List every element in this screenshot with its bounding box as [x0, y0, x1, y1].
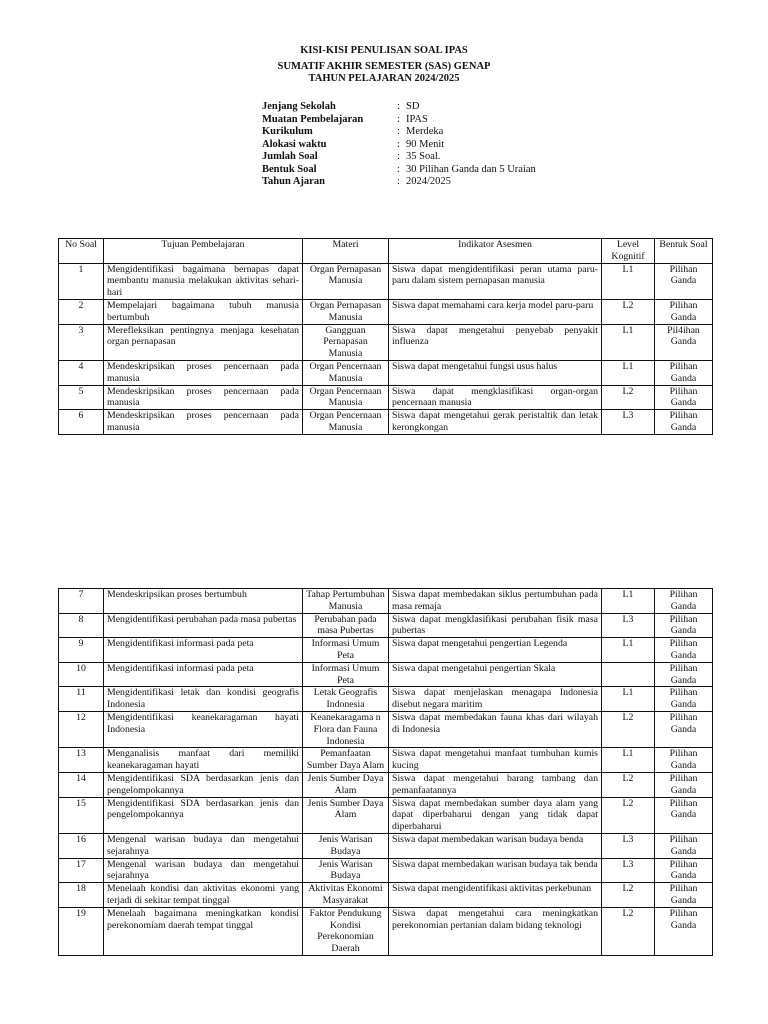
cell-bentuk: Pilihan Ganda [655, 589, 713, 614]
info-row [262, 139, 536, 152]
table-row [59, 299, 713, 324]
cell-indikator: Siswa dapat mengidentifikasi peran utama paru-paru dalam sistem pernapasan manusia [389, 263, 602, 299]
info-value: IPAS [406, 113, 428, 125]
table-row [59, 907, 713, 955]
doc-title-line3: TAHUN PELAJARAN 2024/2025 [308, 73, 460, 84]
cell-materi: Organ Pernapasan Manusia [303, 263, 389, 299]
table-row [59, 324, 713, 360]
info-label: Jenjang Sekolah [262, 101, 336, 112]
cell-level: L1 [602, 687, 655, 712]
cell-no: 6 [59, 410, 104, 435]
cell-bentuk: Pilihan Ganda [655, 907, 713, 955]
cell-indikator: Siswa dapat menjelaskan menagapa Indonesia disebut negara maritim [389, 687, 602, 712]
cell-tujuan: Mengenal warisan budaya dan mengetahui sejarahnya [104, 858, 303, 883]
cell-bentuk: Pil4ihan Ganda [655, 324, 713, 360]
cell-materi: Perubahan pada masa Pubertas [303, 613, 389, 638]
cell-level: L2 [602, 907, 655, 955]
cell-indikator: Siswa dapat membedakan siklus pertumbuhan pada masa remaja [389, 589, 602, 614]
cell-tujuan: Mengidentifikasi informasi pada peta [104, 662, 303, 687]
cell-level: L1 [602, 748, 655, 773]
cell-level [602, 662, 655, 687]
info-colon: : [397, 151, 400, 162]
cell-tujuan: Mempelajari bagaimana tubuh manusia bertumbuh [104, 299, 303, 324]
cell-no: 11 [59, 687, 104, 712]
cell-materi: Organ Pencernaan Manusia [303, 385, 389, 410]
table-row [59, 263, 713, 299]
table-header-row [59, 239, 713, 264]
info-label: Muatan Pembelajaran [262, 113, 364, 125]
cell-tujuan: Mendeskripsikan proses pencernaan pada manusia [104, 385, 303, 410]
info-label: Alokasi waktu [262, 138, 327, 150]
table-row [59, 748, 713, 773]
cell-level: L2 [602, 711, 655, 747]
cell-level: L1 [602, 638, 655, 663]
info-colon: : [397, 163, 400, 175]
cell-tujuan: Mengidentifikasi keanekaragaman hayati Indonesia [104, 711, 303, 747]
cell-tujuan: Menelaah bagaimana meningkatkan kondisi perekonomiam daerah tempat tinggal [104, 907, 303, 955]
info-label: Jumlah Soal [262, 151, 318, 162]
cell-level: L1 [602, 589, 655, 614]
col-header-indikator: Indikator Asesmen [389, 239, 602, 264]
cell-tujuan: Mengidentifikasi perubahan pada masa pubertas [104, 613, 303, 638]
cell-tujuan: Menelaah kondisi dan aktivitas ekonomi yang terjadi di sekitar tempat tinggal [104, 883, 303, 908]
cell-bentuk: Pilihan Ganda [655, 772, 713, 797]
table-row [59, 687, 713, 712]
cell-tujuan: Mengidentifikasi letak dan kondisi geografis Indonesia [104, 687, 303, 712]
cell-no: 14 [59, 772, 104, 797]
cell-indikator: Siswa dapat mengetahui penyebab penyakit influenza [389, 324, 602, 360]
kisi-kisi-table-page2 [58, 588, 713, 956]
info-label: Kurikulum [262, 126, 313, 137]
table-row [59, 662, 713, 687]
cell-materi: Jenis Sumber Daya Alam [303, 772, 389, 797]
cell-no: 4 [59, 360, 104, 385]
cell-level: L2 [602, 772, 655, 797]
info-row [262, 126, 536, 139]
cell-bentuk: Pilihan Ganda [655, 638, 713, 663]
kisi-kisi-table-page1 [58, 238, 713, 435]
info-colon: : [397, 176, 400, 187]
cell-indikator: Siswa dapat mengetahui gerak peristaltik dan letak kerongkongan [389, 410, 602, 435]
info-row [262, 164, 536, 177]
cell-materi: Jenis Warisan Budaya [303, 858, 389, 883]
cell-indikator: Siswa dapat mengklasifikasi perubahan fisik masa pubertas [389, 613, 602, 638]
info-value: 35 Soal. [406, 151, 441, 162]
info-value: SD [406, 101, 420, 112]
cell-no: 8 [59, 613, 104, 638]
cell-bentuk: Pilihan Ganda [655, 833, 713, 858]
col-header-bentuk: Bentuk Soal [655, 239, 713, 264]
table-row [59, 772, 713, 797]
cell-level: L2 [602, 299, 655, 324]
cell-indikator: Siswa dapat mengetahui pengertian Legenda [389, 638, 602, 663]
cell-level: L2 [602, 797, 655, 833]
cell-bentuk: Pilihan Ganda [655, 385, 713, 410]
cell-no: 18 [59, 883, 104, 908]
cell-level: L2 [602, 385, 655, 410]
cell-tujuan: Mengidentifikasi bagaimana bernapas dapat membantu manusia melakukan aktivitas sehari-hari [104, 263, 303, 299]
table-row [59, 589, 713, 614]
cell-bentuk: Pilihan Ganda [655, 883, 713, 908]
cell-no: 3 [59, 324, 104, 360]
col-header-tujuan: Tujuan Pembelajaran [104, 239, 303, 264]
info-colon: : [397, 101, 400, 112]
info-row [262, 101, 536, 114]
cell-indikator: Siswa dapat mengetahui barang tambang dan pemanfaatannya [389, 772, 602, 797]
cell-bentuk: Pilihan Ganda [655, 858, 713, 883]
table-row [59, 833, 713, 858]
table-row [59, 711, 713, 747]
cell-no: 13 [59, 748, 104, 773]
cell-level: L3 [602, 613, 655, 638]
cell-bentuk: Pilihan Ganda [655, 797, 713, 833]
cell-indikator: Siswa dapat mengklasifikasi organ-organ pencernaan manusia [389, 385, 602, 410]
cell-indikator: Siswa dapat membedakan sumber daya alam yang dapat diperbaharui dengan yang tidak dapat diperbaharui [389, 797, 602, 833]
cell-no: 15 [59, 797, 104, 833]
cell-bentuk: Pilihan Ganda [655, 748, 713, 773]
cell-tujuan: Merefleksikan pentingnya menjaga kesehatan organ pernapasan [104, 324, 303, 360]
info-colon: : [397, 113, 400, 125]
cell-materi: Organ Pencernaan Manusia [303, 410, 389, 435]
cell-level: L3 [602, 858, 655, 883]
cell-tujuan: Mengidentifikasi informasi pada peta [104, 638, 303, 663]
table-row [59, 385, 713, 410]
document-info [262, 101, 536, 189]
cell-materi: Aktivitas Ekonomi Masyarakat [303, 883, 389, 908]
cell-materi: Organ Pernapasan Manusia [303, 299, 389, 324]
doc-title-line1: KISI-KISI PENULISAN SOAL IPAS [300, 45, 468, 56]
info-label: Tahun Ajaran [262, 176, 325, 187]
table-row [59, 410, 713, 435]
cell-bentuk: Pilihan Ganda [655, 613, 713, 638]
cell-bentuk: Pilihan Ganda [655, 299, 713, 324]
cell-indikator: Siswa dapat mengetahui fungsi usus halus [389, 360, 602, 385]
doc-title-line2: SUMATIF AKHIR SEMESTER (SAS) GENAP [277, 61, 491, 72]
cell-materi: Keanekaragama n Flora dan Fauna Indonesia [303, 711, 389, 747]
cell-bentuk: Pilihan Ganda [655, 410, 713, 435]
cell-indikator: Siswa dapat membedakan warisan budaya benda [389, 833, 602, 858]
info-row [262, 176, 536, 189]
cell-indikator: Siswa dapat mengetahui cara meningkatkan perekonomian pertanian dalam bidang teknologi [389, 907, 602, 955]
table-row [59, 797, 713, 833]
col-header-no: No Soal [59, 239, 104, 264]
cell-bentuk: Pilihan Ganda [655, 687, 713, 712]
cell-level: L1 [602, 360, 655, 385]
cell-no: 2 [59, 299, 104, 324]
cell-materi: Pemanfaatan Sumber Daya Alam [303, 748, 389, 773]
info-value: Merdeka [406, 126, 444, 137]
cell-no: 19 [59, 907, 104, 955]
cell-tujuan: Menganalisis manfaat dari memiliki keanekaragaman hayati [104, 748, 303, 773]
col-header-level: Level Kognitif [602, 239, 655, 264]
table-row [59, 613, 713, 638]
cell-no: 7 [59, 589, 104, 614]
cell-tujuan: Mengenal warisan budaya dan mengetahui sejarahnya [104, 833, 303, 858]
cell-materi: Organ Pencernaan Manusia [303, 360, 389, 385]
cell-indikator: Siswa dapat membedakan warisan budaya tak benda [389, 858, 602, 883]
cell-bentuk: Pilihan Ganda [655, 662, 713, 687]
info-row [262, 114, 536, 127]
info-value: 90 Menit [406, 138, 445, 150]
cell-indikator: Siswa dapat mengetahui pengertian Skala [389, 662, 602, 687]
info-value: 30 Pilihan Ganda dan 5 Uraian [406, 163, 536, 175]
cell-indikator: Siswa dapat membedakan fauna khas dari wilayah di Indonesia [389, 711, 602, 747]
cell-level: L1 [602, 324, 655, 360]
cell-no: 16 [59, 833, 104, 858]
cell-materi: Informasi Umum Peta [303, 662, 389, 687]
cell-no: 12 [59, 711, 104, 747]
cell-indikator: Siswa dapat memahami cara kerja model paru-paru [389, 299, 602, 324]
info-value: 2024/2025 [406, 176, 451, 187]
info-colon: : [397, 126, 400, 137]
cell-no: 5 [59, 385, 104, 410]
cell-materi: Faktor Pendukung Kondisi Perekonomian Daerah [303, 907, 389, 955]
cell-no: 17 [59, 858, 104, 883]
info-label: Bentuk Soal [262, 163, 317, 175]
cell-materi: Jenis Warisan Budaya [303, 833, 389, 858]
cell-bentuk: Pilihan Ganda [655, 711, 713, 747]
table-row [59, 883, 713, 908]
cell-level: L3 [602, 410, 655, 435]
cell-bentuk: Pilihan Ganda [655, 360, 713, 385]
cell-no: 10 [59, 662, 104, 687]
cell-materi: Tahap Pertumbuhan Manusia [303, 589, 389, 614]
table-row [59, 638, 713, 663]
table-row [59, 858, 713, 883]
cell-tujuan: Mengidentifikasi SDA berdasarkan jenis dan pengelompokannya [104, 772, 303, 797]
cell-bentuk: Pilihan Ganda [655, 263, 713, 299]
info-row [262, 151, 536, 164]
cell-level: L3 [602, 833, 655, 858]
cell-level: L2 [602, 883, 655, 908]
cell-level: L1 [602, 263, 655, 299]
cell-materi: Informasi Umum Peta [303, 638, 389, 663]
cell-materi: Jenis Sumber Daya Alam [303, 797, 389, 833]
cell-indikator: Siswa dapat mengidentifikasi aktivitas perkebunan [389, 883, 602, 908]
cell-indikator: Siswa dapat mengetahui manfaat tumbuhan kumis kucing [389, 748, 602, 773]
cell-tujuan: Mendeskripsikan proses bertumbuh [104, 589, 303, 614]
cell-materi: Letak Geografis Indonesia [303, 687, 389, 712]
cell-tujuan: Mendeskripsikan proses pencernaan pada manusia [104, 360, 303, 385]
info-colon: : [397, 138, 400, 150]
cell-tujuan: Mendeskripsikan proses pencernaan pada manusia [104, 410, 303, 435]
cell-no: 1 [59, 263, 104, 299]
col-header-materi: Materi [303, 239, 389, 264]
table-row [59, 360, 713, 385]
cell-tujuan: Mengidentifikasi SDA berdasarkan jenis dan pengelompokannya [104, 797, 303, 833]
cell-materi: Gangguan Pernapasan Manusia [303, 324, 389, 360]
cell-no: 9 [59, 638, 104, 663]
